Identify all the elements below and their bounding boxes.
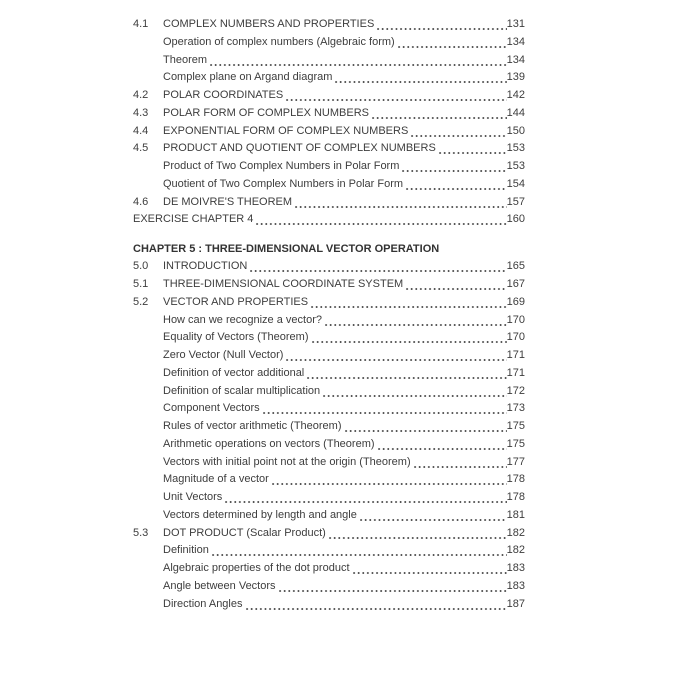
dot-leader xyxy=(398,34,507,52)
toc-entry-title: Direction Angles xyxy=(163,597,243,610)
dot-leader xyxy=(360,507,507,525)
dot-leader xyxy=(225,489,506,507)
dot-leader xyxy=(286,87,506,105)
toc-row xyxy=(133,87,525,105)
toc-row xyxy=(133,365,525,383)
toc-entry-title: Algebraic properties of the dot product xyxy=(163,562,350,574)
toc-entry-title: POLAR FORM OF COMPLEX NUMBERS xyxy=(163,106,369,119)
toc-entry-title: Operation of complex numbers (Algebraic form) xyxy=(163,35,395,48)
dot-leader xyxy=(335,69,506,87)
toc-row xyxy=(133,123,525,141)
toc-section-number: 5.3 xyxy=(133,526,149,539)
toc-row xyxy=(133,383,525,401)
toc-section-number: 5.2 xyxy=(133,295,149,308)
toc-section-number: 4.2 xyxy=(133,89,149,101)
toc-page-number: 150 xyxy=(506,124,525,137)
toc-entry-title: Zero Vector (Null Vector) xyxy=(163,349,284,361)
toc-section-number: 4.4 xyxy=(133,124,149,137)
toc-entry-title: EXERCISE CHAPTER 4 xyxy=(133,213,254,226)
toc-entry-title: Definition of vector additional xyxy=(163,366,305,379)
toc-page-number: 183 xyxy=(506,562,525,574)
toc-row xyxy=(133,436,525,454)
toc-page-number: 178 xyxy=(506,473,525,486)
toc-page-number: 172 xyxy=(506,384,525,397)
toc-page-number: 175 xyxy=(506,437,525,450)
toc-row xyxy=(133,329,525,347)
toc-row xyxy=(133,454,525,472)
toc-page-number: 131 xyxy=(506,18,525,30)
toc-entry-title: PRODUCT AND QUOTIENT OF COMPLEX NUMBERS xyxy=(163,142,436,155)
toc-entry-title: POLAR COORDINATES xyxy=(163,89,284,101)
toc-row xyxy=(133,489,525,507)
dot-leader xyxy=(295,194,507,212)
toc-section-number: 4.3 xyxy=(133,106,149,119)
toc-entry-title: How can we recognize a vector? xyxy=(163,313,322,326)
toc-page-number: 171 xyxy=(506,366,525,379)
toc-entry-title: Vectors determined by length and angle xyxy=(163,508,357,521)
toc-row xyxy=(133,258,525,276)
toc-row xyxy=(133,276,525,294)
dot-leader xyxy=(414,454,507,472)
dot-leader xyxy=(439,140,507,158)
toc-page-number: 170 xyxy=(506,313,525,326)
toc-entry-title: Rules of vector arithmetic (Theorem) xyxy=(163,420,342,432)
toc-row xyxy=(133,507,525,525)
toc-entry-title: Unit Vectors xyxy=(163,491,223,503)
toc-page-number: 173 xyxy=(506,402,525,415)
dot-leader xyxy=(311,294,507,312)
toc-entry-title: EXPONENTIAL FORM OF COMPLEX NUMBERS xyxy=(163,124,409,137)
toc-entry-title: CHAPTER 5 : THREE-DIMENSIONAL VECTOR OPERATION xyxy=(133,242,440,255)
toc-entry-title: Definition of scalar multiplication xyxy=(163,384,321,397)
toc-page-number: 160 xyxy=(506,213,525,226)
toc-page-number: 157 xyxy=(506,195,525,208)
toc-chapter-heading xyxy=(133,241,525,259)
toc-entry-title: INTRODUCTION xyxy=(163,260,248,273)
toc-page-number: 142 xyxy=(506,89,525,101)
dot-leader xyxy=(256,211,506,229)
dot-leader xyxy=(329,525,507,543)
dot-leader xyxy=(345,418,507,436)
toc-row xyxy=(133,525,525,543)
dot-leader xyxy=(406,276,506,294)
toc-page-number: 154 xyxy=(506,177,525,190)
dot-leader xyxy=(372,105,507,123)
dot-leader xyxy=(378,436,507,454)
toc-section-number: 5.1 xyxy=(133,278,149,290)
toc-page-number: 177 xyxy=(506,455,525,468)
toc-row xyxy=(133,105,525,123)
dot-leader xyxy=(406,176,507,194)
dot-leader xyxy=(325,312,507,330)
dot-leader xyxy=(279,578,507,596)
toc-spacer xyxy=(133,229,525,241)
toc-entry-title: DE MOIVRE'S THEOREM xyxy=(163,195,293,208)
toc-row xyxy=(133,140,525,158)
toc-entry-title: THREE-DIMENSIONAL COORDINATE SYSTEM xyxy=(163,278,404,290)
toc-page-number: 182 xyxy=(506,526,525,539)
toc-page-number: 175 xyxy=(506,420,525,432)
dot-leader xyxy=(212,542,507,560)
dot-leader xyxy=(263,400,507,418)
toc-entry-title: Angle between Vectors xyxy=(163,579,276,592)
toc-row xyxy=(133,542,525,560)
toc-row xyxy=(133,471,525,489)
toc-entry-title: Product of Two Complex Numbers in Polar Form xyxy=(163,160,400,172)
toc-page-number: 139 xyxy=(506,71,525,84)
toc-entry-title: Definition xyxy=(163,544,209,557)
dot-leader xyxy=(411,123,506,141)
toc-section-number: 4.5 xyxy=(133,142,149,155)
toc-row xyxy=(133,560,525,578)
toc-section-number: 5.0 xyxy=(133,260,149,273)
toc-row xyxy=(133,176,525,194)
toc-page-number: 167 xyxy=(506,278,525,290)
toc-page-number: 134 xyxy=(506,35,525,48)
toc-entry-title: Equality of Vectors (Theorem) xyxy=(163,331,309,344)
toc-entry-title: Vectors with initial point not at the origin (Theorem) xyxy=(163,455,411,468)
toc-page-number: 187 xyxy=(506,597,525,610)
toc-row xyxy=(133,194,525,212)
toc-page-number: 182 xyxy=(506,544,525,557)
toc-page-number: 153 xyxy=(506,142,525,155)
dot-leader xyxy=(250,258,506,276)
toc-page-number: 169 xyxy=(506,295,525,308)
dot-leader xyxy=(307,365,506,383)
dot-leader xyxy=(210,52,507,70)
toc-page-number: 165 xyxy=(506,260,525,273)
dot-leader xyxy=(353,560,507,578)
dot-leader xyxy=(246,596,507,614)
toc-entry-title: COMPLEX NUMBERS AND PROPERTIES xyxy=(163,18,375,30)
toc-row xyxy=(133,578,525,596)
toc-row xyxy=(133,294,525,312)
toc-row xyxy=(133,400,525,418)
toc-entry-title: Magnitude of a vector xyxy=(163,473,269,486)
toc-section-number: 4.6 xyxy=(133,195,149,208)
toc-page-number: 170 xyxy=(506,331,525,344)
toc-entry-title: VECTOR AND PROPERTIES xyxy=(163,295,309,308)
toc-entry-title: Complex plane on Argand diagram xyxy=(163,71,333,84)
toc-row xyxy=(133,69,525,87)
toc-entry-title: Theorem xyxy=(163,53,208,66)
toc-row xyxy=(133,158,525,176)
toc-page-number: 183 xyxy=(506,579,525,592)
dot-leader xyxy=(272,471,507,489)
toc-entry-title: DOT PRODUCT (Scalar Product) xyxy=(163,526,326,539)
toc-page-number: 178 xyxy=(506,491,525,503)
toc-row xyxy=(133,347,525,365)
dot-leader xyxy=(286,347,506,365)
dot-leader xyxy=(323,383,507,401)
toc-entry-title: Component Vectors xyxy=(163,402,260,415)
toc-page-number: 134 xyxy=(506,53,525,66)
toc-row xyxy=(133,418,525,436)
toc-page-number: 153 xyxy=(506,160,525,172)
dot-leader xyxy=(377,16,506,34)
toc-row xyxy=(133,596,525,614)
toc-row xyxy=(133,211,525,229)
dot-leader xyxy=(312,329,507,347)
toc-entry-title: Quotient of Two Complex Numbers in Polar Form xyxy=(163,177,404,190)
table-of-contents xyxy=(133,16,525,613)
dot-leader xyxy=(402,158,506,176)
toc-row xyxy=(133,312,525,330)
toc-row xyxy=(133,52,525,70)
toc-page-number: 144 xyxy=(506,106,525,119)
toc-entry-title: Arithmetic operations on vectors (Theorem) xyxy=(163,437,375,450)
toc-section-number: 4.1 xyxy=(133,18,149,30)
toc-row xyxy=(133,34,525,52)
toc-row xyxy=(133,16,525,34)
toc-page-number: 181 xyxy=(506,508,525,521)
toc-page-number: 171 xyxy=(506,349,525,361)
